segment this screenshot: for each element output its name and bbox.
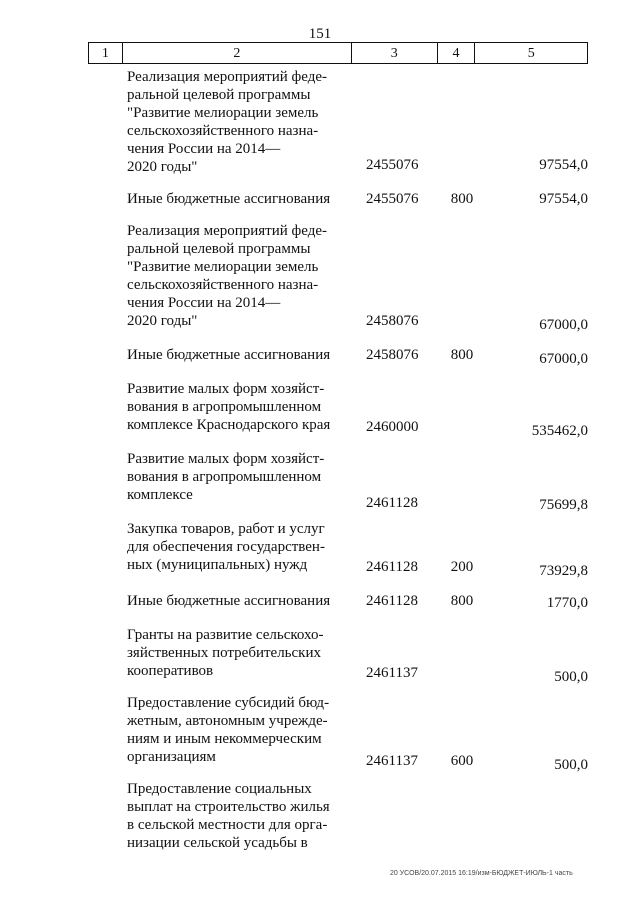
header-col-2: 2: [123, 43, 352, 63]
row-description: Реализация мероприятий феде- ральной целевой программы "Развитие мелиорации земель сельскохозяйственного назна- чения России на 2014— 2020 годы": [127, 223, 328, 329]
row-description: Развитие малых форм хозяйст- вования в агропромышленном комплексе: [127, 451, 325, 503]
header-col-5: 5: [527, 46, 535, 61]
row-description: Реализация мероприятий феде- ральной целевой программы "Развитие мелиорации земель сельскохозяйственного назна- чения России на 2014— 2020 годы": [127, 69, 328, 175]
row-code: 2455076: [366, 157, 419, 173]
row-description: Развитие малых форм хозяйст- вования в агропромышленном комплексе Краснодарского края: [127, 381, 331, 433]
row-code: 2461128: [366, 495, 418, 511]
row-type: 600: [450, 753, 474, 769]
header-col-3: 3: [352, 43, 438, 63]
row-amount: 67000,0: [539, 351, 588, 367]
row-amount: 75699,8: [539, 497, 588, 513]
header-col-4: 4: [438, 43, 476, 63]
row-type: 800: [450, 593, 474, 609]
row-description: Предоставление социальных выплат на строительство жилья в сельской местности для орга- низации сельской усадьбы в: [127, 781, 330, 851]
row-amount: 500,0: [554, 669, 588, 685]
row-description: Иные бюджетные ассигнования: [127, 593, 331, 609]
page-number: 151: [308, 26, 332, 42]
row-amount: 73929,8: [539, 563, 588, 579]
row-description: Гранты на развитие сельскохо- зяйственных потребительских кооперативов: [127, 627, 324, 679]
row-code: 2460000: [366, 419, 419, 435]
row-amount: 1770,0: [546, 595, 588, 611]
row-code: 2458076: [366, 347, 419, 363]
row-code: 2461128: [366, 593, 418, 609]
table-header: [88, 42, 588, 64]
row-type: 200: [450, 559, 474, 575]
row-type: 800: [450, 191, 474, 207]
row-description: Закупка товаров, работ и услуг для обеспечения государствен- ных (муниципальных) нужд: [127, 521, 325, 573]
row-code: 2461137: [366, 753, 418, 769]
row-amount: 67000,0: [539, 317, 588, 333]
row-code: 2461128: [366, 559, 418, 575]
row-code: 2461137: [366, 665, 418, 681]
row-amount: 500,0: [554, 757, 588, 773]
row-description: Предоставление субсидий бюд- жетным, автономным учрежде- ниям и иным некоммерческим организациям: [127, 695, 330, 765]
row-amount: 97554,0: [539, 157, 588, 173]
row-description: Иные бюджетные ассигнования: [127, 347, 331, 363]
row-amount: 535462,0: [531, 423, 588, 439]
row-amount: 97554,0: [539, 191, 588, 207]
row-code: 2455076: [366, 191, 419, 207]
row-description: Иные бюджетные ассигнования: [127, 191, 331, 207]
footer-stamp: 20 УСОВ/20.07.2015 16:19/изм-БЮДЖЕТ-ИЮЛЬ-1 часть: [390, 870, 573, 877]
row-code: 2458076: [366, 313, 419, 329]
header-col-1: 1: [89, 43, 123, 63]
row-type: 800: [450, 347, 474, 363]
